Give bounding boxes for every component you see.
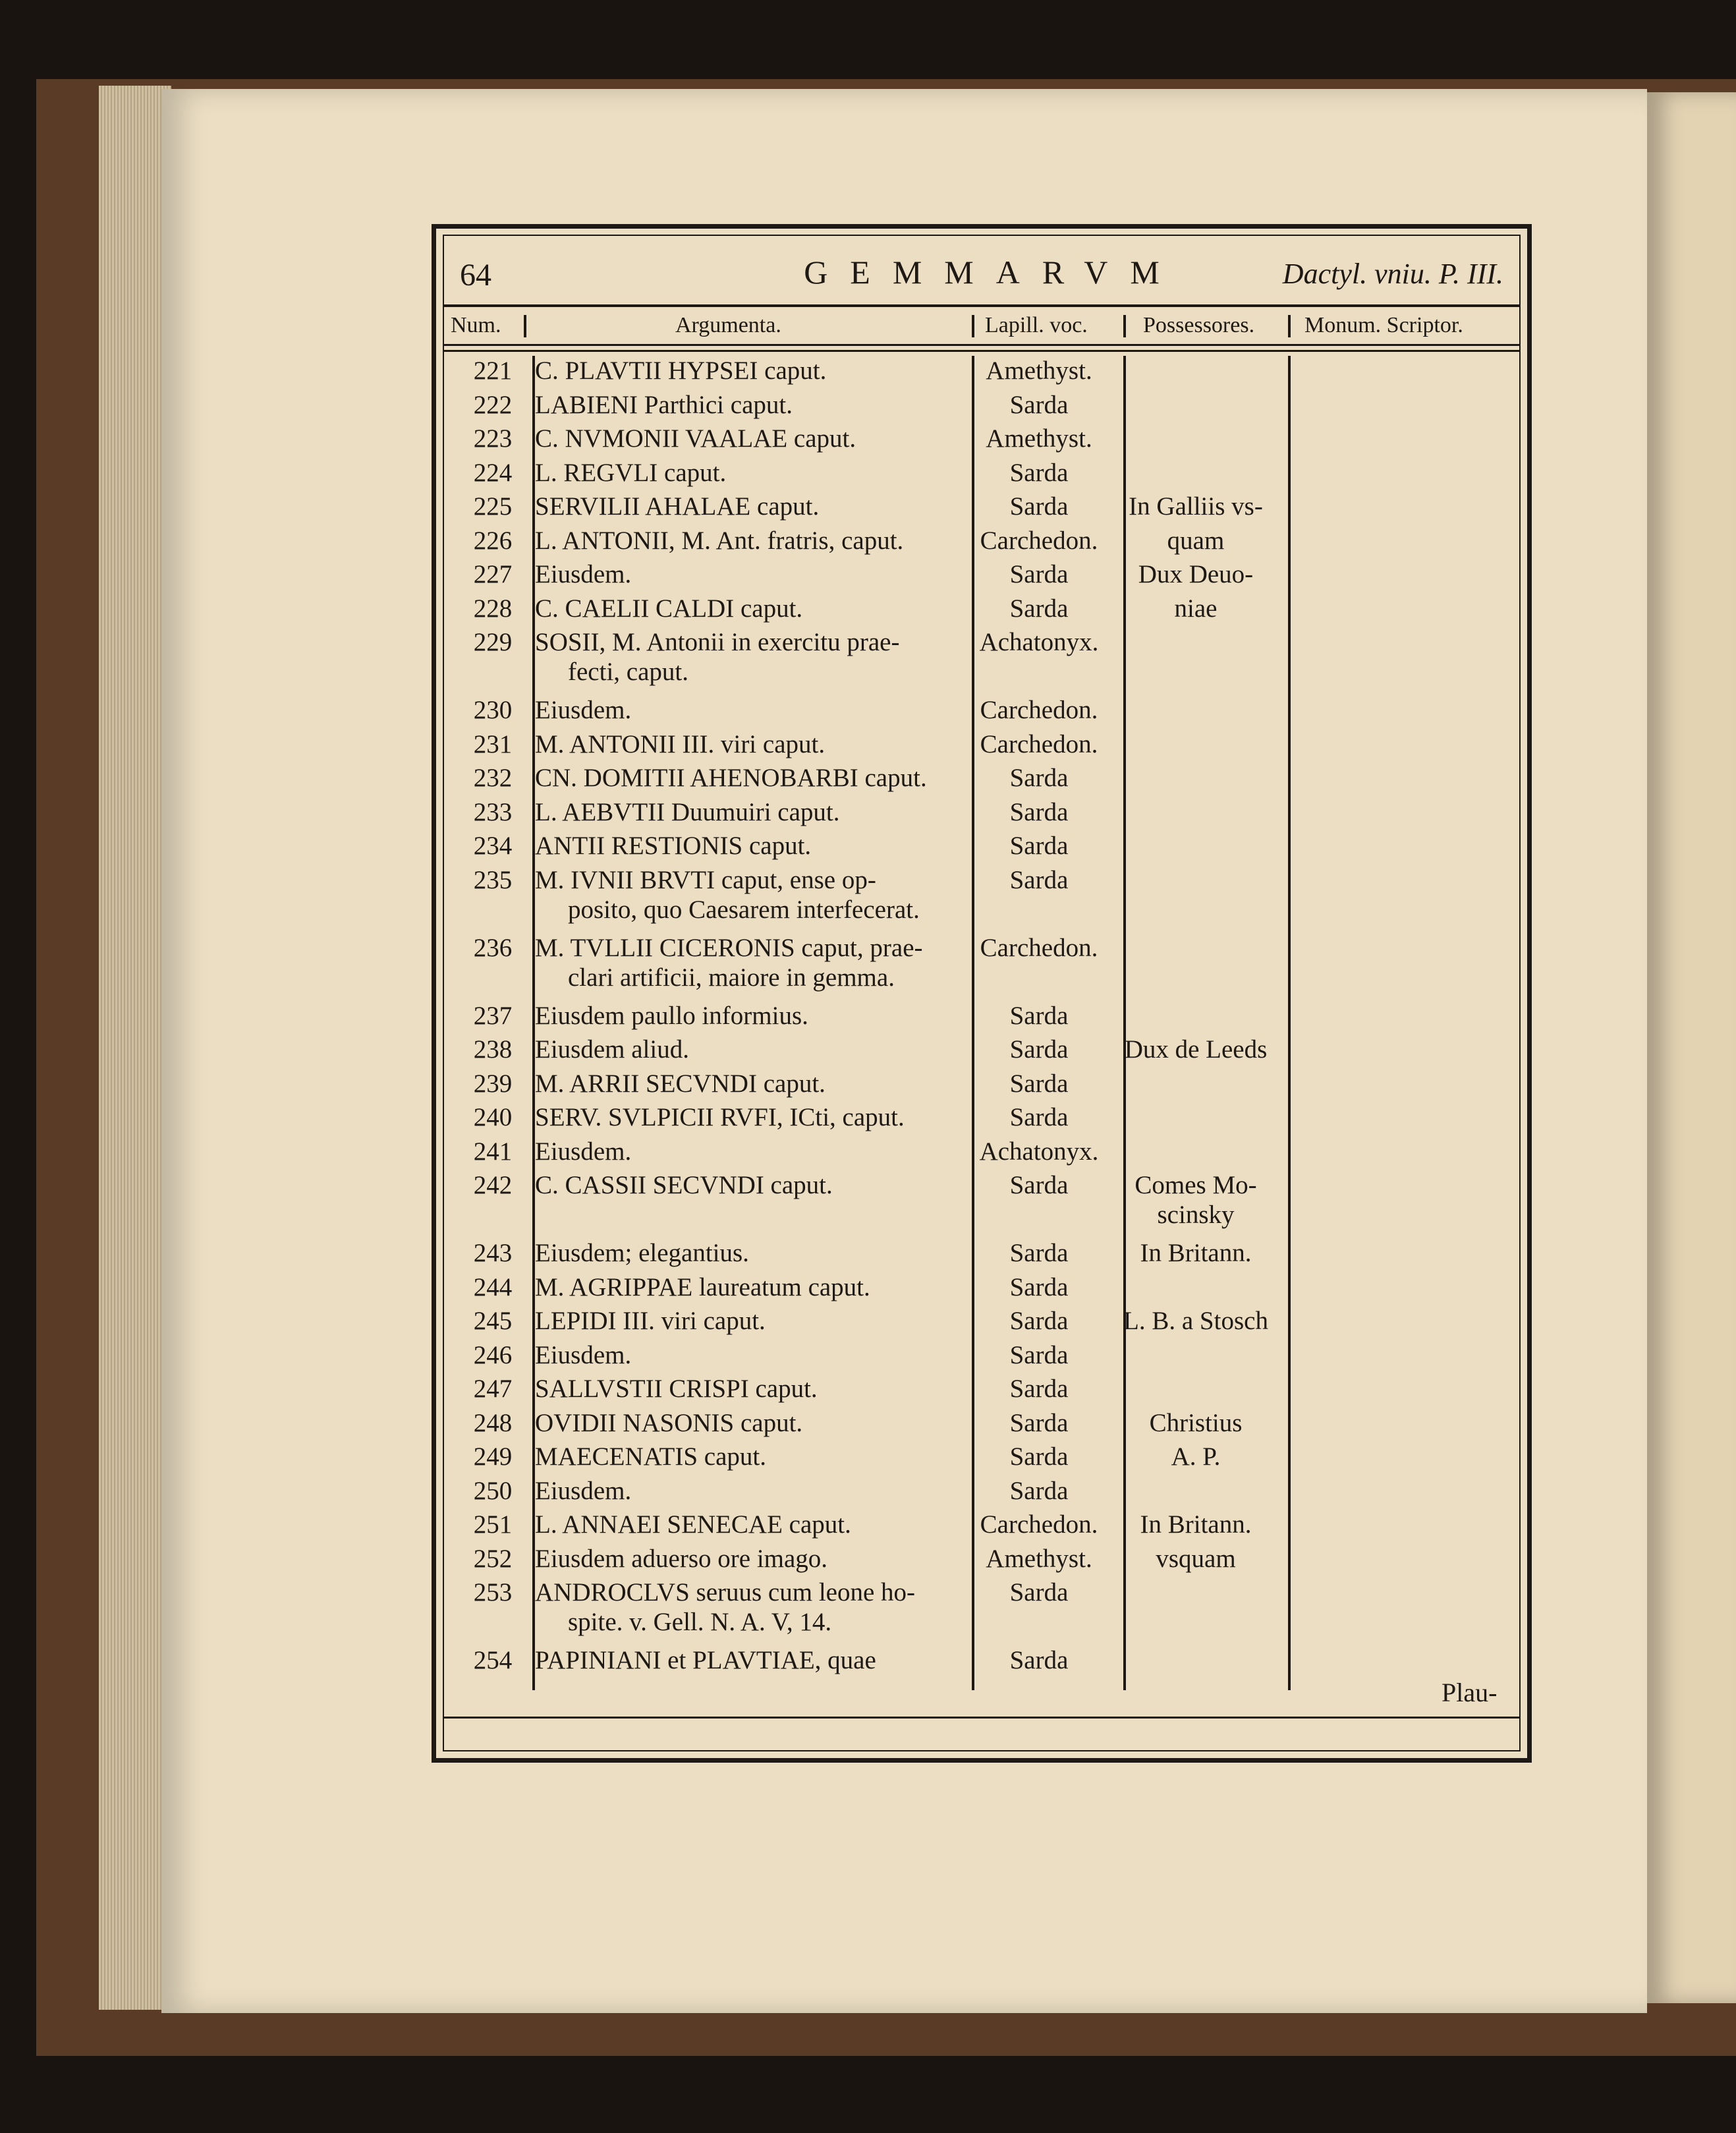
entry-argument-line: Eiusdem.: [535, 560, 632, 588]
entry-argument-line: M. TVLLII CICERONIS caput, prae-: [535, 933, 923, 962]
entry-stone: Sarda: [1009, 832, 1069, 860]
page-number: 64: [460, 258, 491, 293]
entry-argument-line: M. ANTONII III. viri caput.: [535, 729, 826, 758]
entry-number: 226: [473, 526, 513, 555]
entry-possessor: [1113, 1510, 1278, 1539]
entry-number: 229: [473, 628, 513, 656]
entry-argument: [535, 559, 963, 589]
entry-argument: [535, 1069, 963, 1098]
entry-argument-line: Eiusdem; elegantius.: [535, 1239, 749, 1267]
entry-number: 233: [473, 797, 513, 826]
col-header-pos: Possessores.: [1143, 313, 1255, 337]
entry-possessor: [1113, 1408, 1278, 1438]
entry-argument: [535, 627, 963, 687]
entry-possessor: [1113, 594, 1278, 623]
entry-argument-line: M. AGRIPPAE laureatum caput.: [535, 1272, 870, 1301]
col-sep-3: [1123, 315, 1126, 337]
entry-stone: Sarda: [1009, 560, 1069, 588]
entry-possessor-line: L. B. a Stosch: [1123, 1307, 1268, 1335]
entry-argument-line: L. AEBVTII Duumuiri caput.: [535, 797, 840, 826]
entry-argument: [535, 1137, 963, 1166]
entry-argument: [535, 1238, 963, 1268]
entry-number: 249: [473, 1442, 513, 1471]
entry-argument: [535, 390, 963, 420]
entry-argument: [535, 1442, 963, 1471]
entry-stone: Sarda: [1009, 1408, 1069, 1437]
entry-stone: Sarda: [1009, 1035, 1069, 1064]
running-head: Dactyl. vniu. P. III.: [1282, 258, 1503, 290]
entry-possessor-continuation: scinsky: [1157, 1201, 1235, 1229]
facing-page-edge: [1647, 92, 1736, 2003]
entry-argument: [535, 1306, 963, 1336]
entry-stone: Sarda: [1009, 1476, 1069, 1505]
entry-number: 247: [473, 1375, 513, 1403]
entry-possessor-line: A. P.: [1171, 1442, 1221, 1471]
entry-argument: [535, 1170, 963, 1200]
entry-number: 238: [473, 1035, 513, 1064]
entry-stone: Sarda: [1009, 1103, 1069, 1131]
entry-argument: [535, 797, 963, 827]
entry-argument: [535, 1544, 963, 1574]
col-sep-1: [524, 315, 526, 337]
entry-argument: [535, 695, 963, 725]
entry-possessor: [1113, 1035, 1278, 1064]
entry-argument-line: C. NVMONII VAALAE caput.: [535, 424, 856, 453]
entry-possessor-line: Christius: [1149, 1408, 1243, 1437]
page-title: GEMMARVM: [804, 254, 1182, 291]
entry-number: 221: [473, 356, 513, 385]
entry-argument: [535, 492, 963, 521]
entry-argument-line: MAECENATIS caput.: [535, 1442, 766, 1471]
entry-stone: Sarda: [1009, 764, 1069, 792]
entry-number: 243: [473, 1239, 513, 1267]
entry-stone: Sarda: [1009, 1578, 1069, 1607]
entry-number: 252: [473, 1544, 513, 1573]
entry-possessor-line: Comes Mo-: [1134, 1171, 1257, 1199]
entry-number: 237: [473, 1001, 513, 1030]
entry-stone: Sarda: [1009, 1307, 1069, 1335]
entry-stone: Amethyst.: [986, 1544, 1092, 1573]
col-header-mon: Monum. Scriptor.: [1304, 313, 1463, 337]
entry-argument-line: L. REGVLI caput.: [535, 458, 727, 487]
column-header-rule: [443, 344, 1521, 346]
entry-stone: Sarda: [1009, 1340, 1069, 1369]
entry-number: 250: [473, 1476, 513, 1505]
entry-possessor-line: In Britann.: [1140, 1510, 1252, 1539]
entry-number: 242: [473, 1171, 513, 1199]
entry-argument-continuation: spite. v. Gell. N. A. V, 14.: [568, 1608, 832, 1636]
entry-argument: [535, 763, 963, 793]
entry-number: 240: [473, 1103, 513, 1131]
entry-possessor-line: quam: [1167, 526, 1225, 555]
entry-argument-line: Eiusdem.: [535, 1137, 632, 1166]
entry-number: 222: [473, 390, 513, 419]
entry-stone: Sarda: [1009, 1001, 1069, 1030]
page-edges: [99, 86, 171, 2010]
entry-argument: [535, 1578, 963, 1637]
entry-argument: [535, 1374, 963, 1404]
col-sep-4: [1288, 315, 1291, 337]
page-header: [443, 244, 1521, 297]
entry-argument-continuation: clari artificii, maiore in gemma.: [568, 963, 895, 992]
entry-stone: Carchedon.: [980, 933, 1098, 962]
entry-possessor-line: Dux Deuo-: [1138, 560, 1254, 588]
entry-possessor: [1113, 1544, 1278, 1574]
entry-argument-line: C. CAELII CALDI caput.: [535, 594, 803, 623]
column-rule-lap: [1123, 356, 1126, 1690]
entry-argument-line: L. ANNAEI SENECAE caput.: [535, 1510, 851, 1539]
entry-possessor-line: In Britann.: [1140, 1239, 1252, 1267]
entry-argument: [535, 1408, 963, 1438]
entry-argument-line: Eiusdem.: [535, 1476, 632, 1505]
entry-possessor-line: niae: [1174, 594, 1218, 623]
entry-stone: Sarda: [1009, 492, 1069, 521]
entry-argument: [535, 458, 963, 488]
column-header-rule-2: [443, 350, 1521, 352]
entry-stone: Carchedon.: [980, 696, 1098, 724]
entry-number: 232: [473, 764, 513, 792]
bottom-rule: [443, 1717, 1521, 1719]
entry-number: 239: [473, 1069, 513, 1098]
entry-possessor: [1113, 1170, 1278, 1230]
entry-stone: Sarda: [1009, 797, 1069, 826]
col-header-arg: Argumenta.: [675, 313, 781, 337]
entry-argument-line: SERVILII AHALAE caput.: [535, 492, 820, 521]
entry-stone: Achatonyx.: [979, 628, 1099, 656]
entry-number: 235: [473, 865, 513, 894]
entry-possessor-line: vsquam: [1156, 1544, 1236, 1573]
entry-stone: Carchedon.: [980, 1510, 1098, 1539]
entry-argument-line: M. ARRII SECVNDI caput.: [535, 1069, 826, 1098]
entry-number: 246: [473, 1340, 513, 1369]
entry-argument-continuation: posito, quo Caesarem interfecerat.: [568, 895, 920, 924]
entry-stone: Carchedon.: [980, 729, 1098, 758]
entry-stone: Sarda: [1009, 1272, 1069, 1301]
entry-possessor: [1113, 559, 1278, 589]
entry-argument-line: LABIENI Parthici caput.: [535, 390, 793, 419]
entry-argument: [535, 356, 963, 385]
entry-number: 223: [473, 424, 513, 453]
col-header-lap: Lapill. voc.: [985, 313, 1088, 337]
entry-argument: [535, 1001, 963, 1031]
entry-stone: Sarda: [1009, 458, 1069, 487]
entry-argument: [535, 1476, 963, 1506]
entry-argument-line: Eiusdem paullo informius.: [535, 1001, 808, 1030]
entry-number: 225: [473, 492, 513, 521]
entry-number: 227: [473, 560, 513, 588]
entry-stone: Sarda: [1009, 594, 1069, 623]
entry-stone: Sarda: [1009, 390, 1069, 419]
entry-possessor: [1113, 492, 1278, 521]
entry-stone: Carchedon.: [980, 526, 1098, 555]
entry-argument-line: Eiusdem.: [535, 1340, 632, 1369]
entry-stone: Sarda: [1009, 1375, 1069, 1403]
entry-argument-line: Eiusdem.: [535, 696, 632, 724]
entry-argument-line: C. PLAVTII HYPSEI caput.: [535, 356, 827, 385]
entry-argument-line: CN. DOMITII AHENOBARBI caput.: [535, 764, 927, 792]
entry-number: 231: [473, 729, 513, 758]
entry-stone: Sarda: [1009, 865, 1069, 894]
entry-argument: [535, 526, 963, 555]
entry-argument-line: C. CASSII SECVNDI caput.: [535, 1171, 833, 1199]
entry-number: 224: [473, 458, 513, 487]
entry-number: 236: [473, 933, 513, 962]
entry-possessor-line: In Galliis vs-: [1129, 492, 1263, 521]
entry-number: 244: [473, 1272, 513, 1301]
entry-argument-line: L. ANTONII, M. Ant. fratris, caput.: [535, 526, 904, 555]
entry-number: 228: [473, 594, 513, 623]
entry-stone: Sarda: [1009, 1646, 1069, 1674]
entry-possessor: [1113, 1306, 1278, 1336]
entry-argument-line: SOSII, M. Antonii in exercitu prae-: [535, 628, 900, 656]
entry-stone: Amethyst.: [986, 356, 1092, 385]
entry-argument: [535, 865, 963, 924]
entry-argument: [535, 1510, 963, 1539]
entry-argument: [535, 424, 963, 453]
entry-argument: [535, 729, 963, 759]
entry-argument: [535, 1645, 963, 1675]
entry-argument-line: Eiusdem aduerso ore imago.: [535, 1544, 828, 1573]
entry-argument-continuation: fecti, caput.: [568, 658, 688, 686]
entry-argument: [535, 1102, 963, 1132]
entry-argument-line: ANDROCLVS seruus cum leone ho-: [535, 1578, 916, 1607]
entry-argument: [535, 1035, 963, 1064]
entry-argument: [535, 594, 963, 623]
entry-number: 245: [473, 1307, 513, 1335]
header-rule: [443, 304, 1521, 307]
entry-argument-line: M. IVNII BRVTI caput, ense op-: [535, 865, 876, 894]
entry-stone: Sarda: [1009, 1069, 1069, 1098]
entry-argument: [535, 831, 963, 861]
col-header-num: Num.: [451, 313, 501, 337]
entry-number: 234: [473, 832, 513, 860]
entry-argument: [535, 1340, 963, 1370]
entry-possessor-line: Dux de Leeds: [1124, 1035, 1268, 1064]
entry-number: 248: [473, 1408, 513, 1437]
entry-stone: Achatonyx.: [979, 1137, 1099, 1166]
entry-possessor: [1113, 1442, 1278, 1471]
entry-argument-line: Eiusdem aliud.: [535, 1035, 689, 1064]
entry-stone: Sarda: [1009, 1171, 1069, 1199]
entry-argument-line: OVIDII NASONIS caput.: [535, 1408, 803, 1437]
col-sep-2: [972, 315, 974, 337]
entry-stone: Sarda: [1009, 1239, 1069, 1267]
entry-argument-line: SERV. SVLPICII RVFI, ICti, caput.: [535, 1103, 905, 1131]
entry-argument: [535, 1272, 963, 1302]
entry-number: 230: [473, 696, 513, 724]
entry-number: 241: [473, 1137, 513, 1166]
entry-argument-line: LEPIDI III. viri caput.: [535, 1307, 766, 1335]
catchword: Plau-: [1442, 1678, 1498, 1707]
entry-stone: Sarda: [1009, 1442, 1069, 1471]
entry-argument-line: PAPINIANI et PLAVTIAE, quae: [535, 1646, 876, 1674]
entry-argument-line: ANTII RESTIONIS caput.: [535, 832, 812, 860]
column-rule-pos: [1288, 356, 1291, 1690]
entry-possessor: [1113, 1238, 1278, 1268]
entry-stone: Amethyst.: [986, 424, 1092, 453]
entry-argument-line: SALLVSTII CRISPI caput.: [535, 1375, 818, 1403]
entry-number: 254: [473, 1646, 513, 1674]
entry-possessor: [1113, 526, 1278, 555]
entry-number: 253: [473, 1578, 513, 1607]
entry-number: 251: [473, 1510, 513, 1539]
entry-argument: [535, 933, 963, 992]
